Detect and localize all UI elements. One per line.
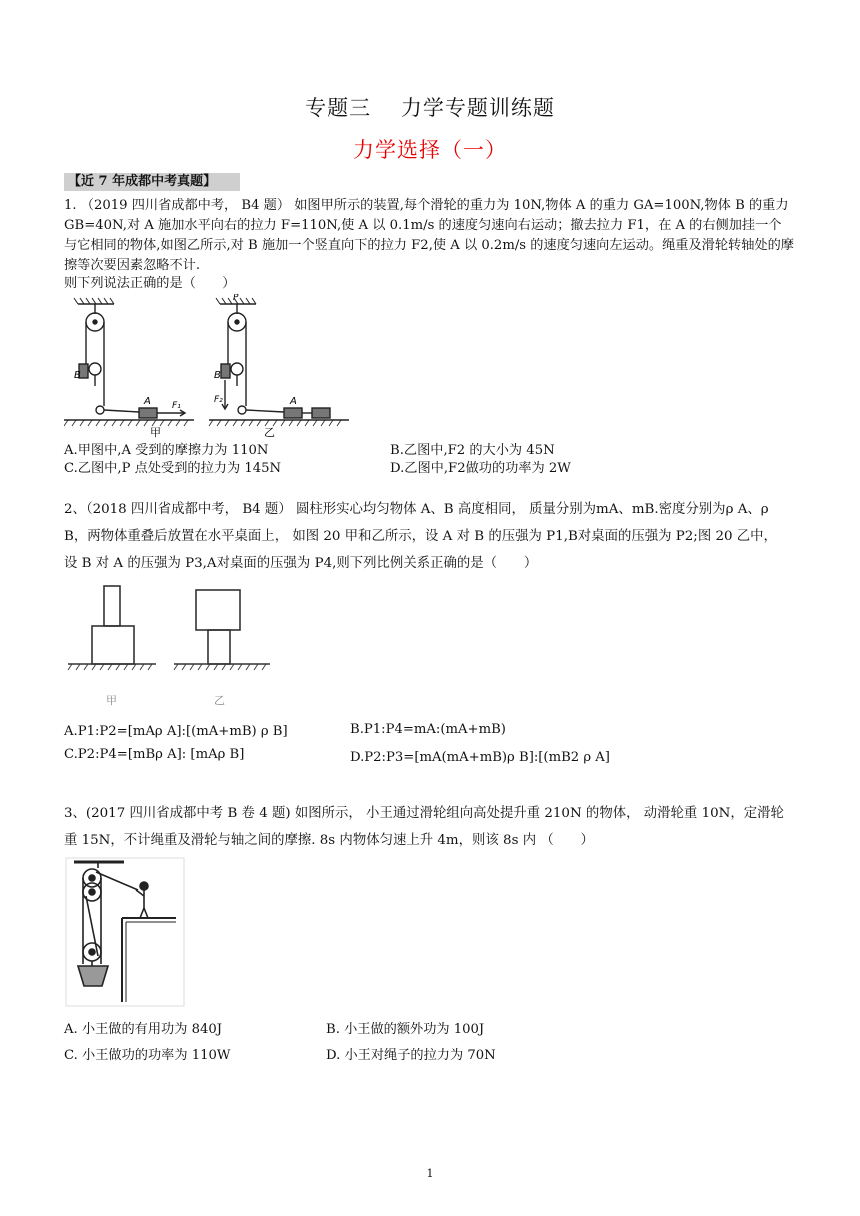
q2-option-b: B.P1:P4=mA:(mA+mB) xyxy=(350,722,506,737)
label-jia: 甲 xyxy=(150,426,161,439)
question-3-figure xyxy=(64,856,186,1008)
q2-option-d: D.P2:P3=[mA(mA+mB)ρ B]:[(mB2 ρ A] xyxy=(350,750,610,765)
q2-option-a: A.P1:P2=[mAρ A]:[(mA+mB) ρ B] xyxy=(64,724,288,739)
q3-option-b: B. 小王做的额外功为 100J xyxy=(326,1022,485,1037)
label-p: P xyxy=(233,294,239,303)
page-title: 专题三 力学专题训练题 xyxy=(305,96,555,120)
label-yi: 乙 xyxy=(264,426,275,439)
q3-option-a: A. 小王做的有用功为 840J xyxy=(64,1022,223,1037)
question-2-text: 2、（2018 四川省成都中考， B4 题） 圆柱形实心均匀物体 A、B 高度相同， 质量分别为mA、mB.密度分别为ρ A、ρ B，两物体重叠后放置在水平桌面上， 如图 20 甲和乙所示，设 A 对 B 的压强为 P1,B对桌面的压强为 P2;图 20 乙中， 设 B 对 A 的压强为 P3,A对桌面的压强为 P4,则下列比例关系正确的是（ ） xyxy=(64,502,777,571)
label-b-jia: B xyxy=(74,370,81,381)
question-1-prompt: 则下列说法正确的是（ ） xyxy=(64,276,236,291)
question-2-figure xyxy=(64,578,274,710)
q1-option-a: A.甲图中,A 受到的摩擦力为 110N xyxy=(64,443,269,458)
label-f1: F₁ xyxy=(172,401,181,411)
label-yi-2: 乙 xyxy=(214,694,225,707)
q3-option-d: D. 小王对绳子的拉力为 70N xyxy=(326,1048,496,1063)
section-subtitle: 力学选择（一） xyxy=(353,138,507,162)
label-a-yi: A xyxy=(290,396,297,407)
question-1-text: 1. （2019 四川省成都中考， B4 题） 如图甲所示的装置,每个滑轮的重力为 10N,物体 A 的重力 GA=100N,物体 B 的重力 GB=40N,对 A 施加水平向右的拉力 F=110N,使 A 以 0.1m/s 的速度匀速向右运动；撤去拉力 F1，在 A 的右侧加挂一个与它相同的物体,如图乙所示,对 B 施加一个竖直向下的拉力 F2,使 A 以 0.2m/s 的速度匀速向左运动。绳重及滑轮转轴处的摩擦等次要因素忽略不计. xyxy=(64,198,794,273)
label-a-jia: A xyxy=(144,396,151,407)
q1-option-c: C.乙图中,P 点处受到的拉力为 145N xyxy=(64,461,282,476)
q2-option-c: C.P2:P4=[mBρ A]: [mAρ B] xyxy=(64,747,245,762)
page-number: 1 xyxy=(426,1167,434,1180)
label-f2: F₂ xyxy=(214,395,223,405)
question-3-text: 3、(2017 四川省成都中考 B 卷 4 题) 如图所示， 小王通过滑轮组向高处提升重 210N 的物体， 动滑轮重 10N，定滑轮重 15N，不计绳重及滑轮与轴之间的摩擦. 8s 内物体匀速上升 4m，则该 8s 内 （ ） xyxy=(64,806,784,848)
label-jia-2: 甲 xyxy=(106,694,117,707)
label-b-yi: B xyxy=(214,370,221,381)
q1-option-b: B.乙图中,F2 的大小为 45N xyxy=(390,443,555,458)
q1-option-d: D.乙图中,F2做功的功率为 2W xyxy=(390,461,571,476)
question-1-figure xyxy=(64,294,354,439)
q3-option-c: C. 小王做功的功率为 110W xyxy=(64,1048,231,1063)
figure-yi xyxy=(209,298,349,426)
section-label: 【近 7 年成都中考真题】 xyxy=(64,173,240,191)
